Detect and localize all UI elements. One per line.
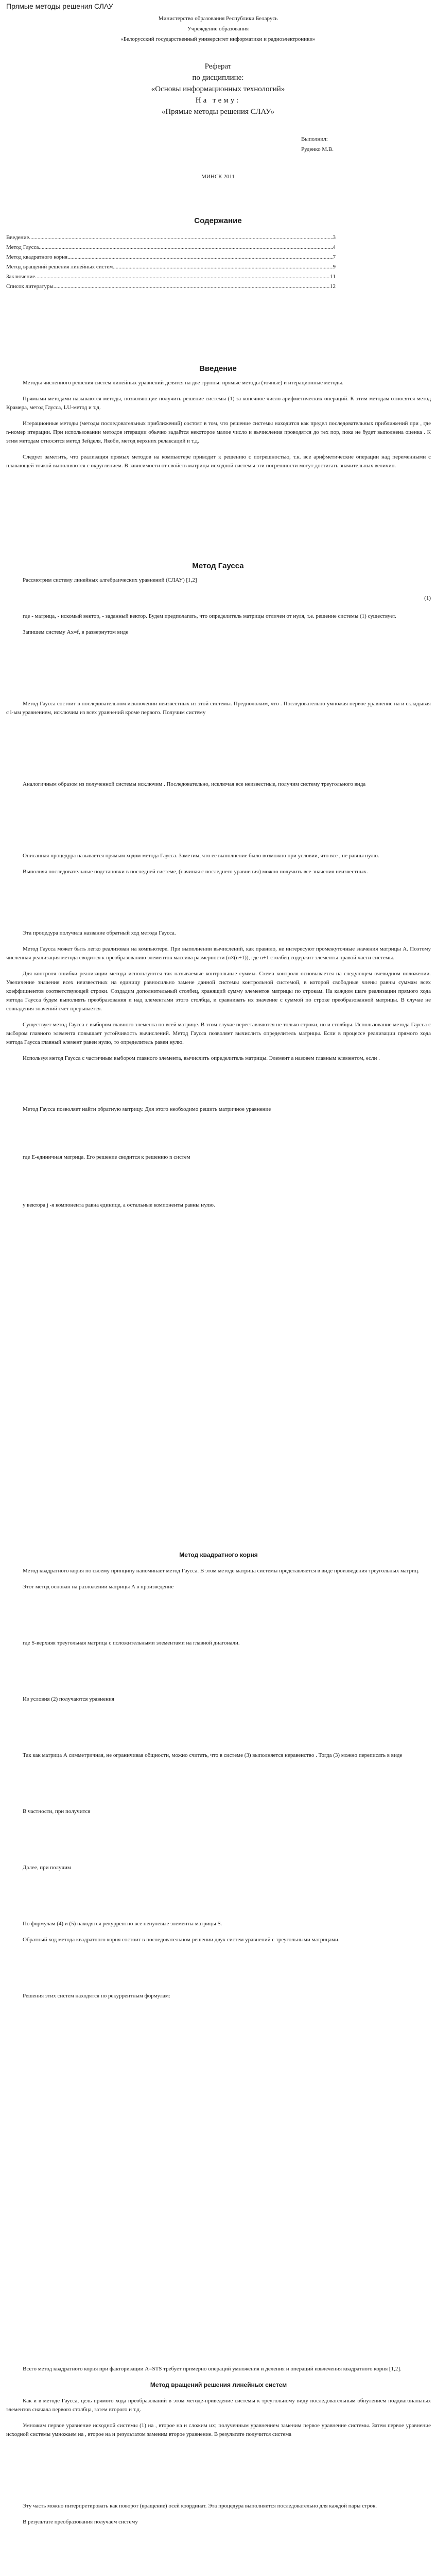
paragraph: Следует заметить, что реализация прямых методов на компьютере приводит к решению с погрешностью, т.к. все арифметические операции над переменными с плавающей точкой выполняются с округлением. В зависимости от свойств матрицы исходной системы эти погрешности могут достигать значительных величин. (6, 454, 431, 469)
formula-placeholder (6, 2450, 431, 2486)
table-of-contents (6, 233, 336, 292)
sqrt-section (6, 1551, 431, 2058)
toc-item-label: Заключение (6, 274, 36, 280)
formula-placeholder (6, 1884, 431, 1904)
toc-item-page: 4 (333, 244, 336, 250)
toc-item-page: 3 (333, 234, 336, 241)
paragraph: По формулам (4) и (5) находятся рекуррентно все ненулевые элементы матрицы S. (23, 1921, 222, 1927)
paragraph: Методы численного решения систем линейных уравнений делятся на две группы: прямые методы (точные) и итерационные методы. (23, 380, 344, 386)
paragraph: Из условия (2) получаются уравнения (23, 1696, 114, 1702)
toc-item[interactable] (6, 282, 336, 292)
paragraph: Выполняя последовательные подстановки в последней системе, (начиная с последнего уравнения) можно получить все значения неизвестных. (23, 869, 368, 875)
formula-placeholder (6, 1603, 431, 1623)
paragraph: Прямыми методами называются методы, позволяющие получить решение системы (1) за конечное число арифметических операций. К этим методам относятся метод Крамера, метод Гаусса, LU-метод и т.д. (6, 396, 431, 411)
paragraph: Аналогичным образом из полученной системы исключим . Последовательно, исключая все неизвестные, получим систему треугольного вида (23, 781, 366, 787)
paragraph: Умножим первое уравнение исходной системы (1) на , второе на и сложим их; полученным уравнением заменим первое уравнение системы. Затем первое уравнение исходной системы умножаем на , второе на и результатом заменим второе уравнение. В результате получится система (6, 2422, 431, 2437)
paragraph: В результате преобразования получаем систему (23, 2519, 138, 2525)
formula-placeholder (6, 1771, 431, 1792)
toc-item-label: Метод квадратного корня (6, 254, 68, 260)
toc-item[interactable] (6, 272, 336, 282)
paragraph: Так как матрица А симметричная, не ограничивая общности, можно считать, что в системе (3) выполняется неравенство . Тогда (3) можно переписать в виде (23, 1752, 403, 1758)
paragraph: Используя метод Гаусса с частичным выбором главного элемента, вычислить определитель матрицы. Элемент а назовем главным элементом, если . (23, 1055, 380, 1061)
formula-placeholder (6, 1827, 431, 1848)
toc-item-label: Список литературы (6, 283, 54, 290)
university-line: «Белорусский государственный университет информатики и радиоэлектроники» (120, 36, 316, 42)
paragraph: Этот метод основан на разложении матрицы A в произведение (23, 1584, 174, 1590)
formula-placeholder (6, 728, 431, 765)
paragraph: Запишем систему Ax=f, в развернутом виде (23, 629, 129, 635)
toc-item-label: Введение (6, 234, 29, 241)
formula-placeholder (6, 1659, 431, 1680)
paragraph: Эту часть можно интерпретировать как поворот (вращение) осей координат. Эта процедура выполняется последовательно для каждой пары строк. (23, 2503, 377, 2509)
equation-number: (1) (424, 595, 431, 601)
toc-item[interactable] (6, 262, 336, 272)
toc-heading: Содержание (194, 216, 242, 225)
intro-section (6, 379, 431, 478)
author-name: Руденко М.В. (301, 146, 334, 152)
toc-item-label: Метод Гаусса (6, 244, 39, 250)
gauss-section (6, 576, 431, 1217)
formula-placeholder (6, 888, 431, 913)
topic-label: На тему: (195, 96, 241, 105)
toc-item[interactable] (6, 243, 336, 252)
paragraph: Далее, при получим (23, 1865, 71, 1871)
formula-placeholder (6, 648, 431, 684)
discipline-name: «Основы информационных технологий» (151, 85, 285, 93)
paragraph: у вектора j -я компонента равна единице, а остальные компоненты равны нулю. (23, 1202, 215, 1208)
paragraph: В частности, при получится (23, 1808, 91, 1815)
formula-placeholder (6, 800, 431, 836)
paragraph: Существует метод Гаусса с выбором главного элемента по всей матрице. В этом случае переставляются не только строки, но и столбцы. Использование метода Гаусса с выбором главного элемента повышает устойчивость вычислений. Метод Гаусса позволяет вычислить определитель матрицы. Если в процессе реализации прямого хода метода Гаусса главный элемент равен нулю, то определитель равен нулю. (6, 1022, 431, 1045)
paragraph: Метод квадратного корня по своему принципу напоминает метод Гаусса. В этом методе матрица системы представляется в виде произведения треугольных матриц. (23, 1568, 420, 1574)
ministry-header (0, 13, 436, 44)
document-title: Прямые методы решения СЛАУ (6, 2, 113, 10)
paragraph: Метод Гаусса состоит в последовательном исключении неизвестных из этой системы. Предположим, что . Последовательно умножая первое уравнение на и складывая с i-ым уравнением, исключим из всех уравнений кроме первого. Получим систему (6, 701, 431, 716)
discipline-label: по дисциплине: (192, 74, 244, 82)
paragraph: Описанная процедура называется прямым ходом метода Гаусса. Заметим, что ее выполнение было возможно при условии, что все , не равны нулю. (23, 853, 379, 859)
formula-placeholder (6, 1125, 431, 1138)
topic-name: «Прямые методы решения СЛАУ» (161, 108, 275, 116)
paragraph: Обратный ход метода квадратного корня состоит в последовательном решении двух систем уравнений с треугольными матрицами. (23, 1937, 340, 1943)
paragraph: Решения этих систем находятся по рекуррентным формулам: (23, 1993, 170, 1999)
paragraph: Всего метод квадратного корня при факторизации A=STS требует примерно операций умножения и деления и операций извлечения квадратного корня [1,2]. (23, 2366, 402, 2372)
author-signature (301, 134, 334, 155)
toc-item-page: 9 (333, 264, 336, 270)
report-label: Реферат (204, 62, 232, 71)
rotation-section (6, 2365, 431, 2576)
toc-item-page: 11 (330, 274, 336, 280)
formula-placeholder (6, 1956, 431, 1976)
paragraph: Как и в методе Гаусса, цель прямого хода преобразований в этом методе-приведение системы к треугольному виду последовательным обнулением поддиагональных элементов сначала первого столбца, затем второго и т.д. (6, 2398, 431, 2413)
rotation-heading: Метод вращений решения линейных систем (150, 2381, 287, 2388)
formula-placeholder (6, 1173, 431, 1185)
paragraph: Рассмотрим систему линейных алгебраических уравнений (СЛАУ) [1,2] (23, 577, 197, 583)
toc-item-page: 7 (333, 254, 336, 260)
paragraph: где S-верхняя треугольная матрица с положительными элементами на главной диагонали. (23, 1640, 240, 1646)
paragraph: где Е-единичная матрица. Его решение сводится к решению n систем (23, 1154, 190, 1160)
formula-placeholder (6, 2012, 431, 2043)
intro-heading: Введение (199, 364, 237, 373)
paragraph: где - матрица, - искомый вектор, - заданный вектор. Будем предполагать, что определитель матрицы отличен от нуля, т.е. решение системы (1) существует. (23, 613, 396, 619)
paragraph: Для контроля ошибки реализации метода используются так называемые контрольные суммы. Схема контроля основывается на следующем очевидном положении. Увеличение значения всех неизвестных на единицу равносильно замене данной системы контрольной системой, в которой свободные члены равны суммам всех коэффициентов соответствующей строки. Создадим дополнительный столбец, хранящий сумму элементов матрицы по строкам. На каждом шаге реализации прямого хода метода Гаусса будем выполнять преобразования и над элементами этого столбца, и сравнивать их значение с суммой по строке преобразованной матрицы. В случае не совпадения значений счет прерывается. (6, 971, 431, 1012)
city-year: МИНСК 2011 (201, 174, 235, 180)
toc-item-label: Метод вращений решения линейных систем (6, 264, 113, 270)
gauss-heading: Метод Гаусса (192, 562, 244, 570)
ministry-line: Министерство образования Республики Беларусь (158, 15, 278, 22)
toc-item[interactable] (6, 252, 336, 262)
formula-placeholder (6, 2538, 431, 2574)
formula-placeholder (6, 1074, 431, 1090)
sqrt-heading: Метод квадратного корня (179, 1551, 258, 1558)
formula-placeholder (6, 1715, 431, 1736)
paragraph: Эта процедура получила название обратный ход метода Гаусса. (23, 930, 176, 936)
institution-line: Учреждение образования (187, 26, 249, 32)
paragraph: Метод Гаусса может быть легко реализован на компьютере. При выполнении вычислений, как правило, не интересуют промежуточные значения матрицы А. Поэтому численная реализация метода сводится к преобразованию элементов массива размерности (n×(n+1)), где n+1 столбец содержит элементы правой части системы. (6, 946, 431, 961)
toc-item[interactable] (6, 233, 336, 243)
paragraph: Итерационные методы (методы последовательных приближений) состоят в том, что решение системы находится как предел последовательных приближений при , где n-номер итерации. При использовании методов итерации обычно задаётся некоторое малое число и вычисления проводятся до тех пор, пока не будет выполнена оценка . К этим методам относятся метод Зейделя, Якоби, метод верхних релаксаций и т.д. (6, 420, 431, 444)
paragraph: Метод Гаусса позволяет найти обратную матрицу. Для этого необходимо решить матричное уравнение (23, 1106, 271, 1112)
toc-item-page: 12 (330, 283, 336, 290)
author-role: Выполнил: (301, 136, 328, 142)
title-block (0, 61, 436, 117)
